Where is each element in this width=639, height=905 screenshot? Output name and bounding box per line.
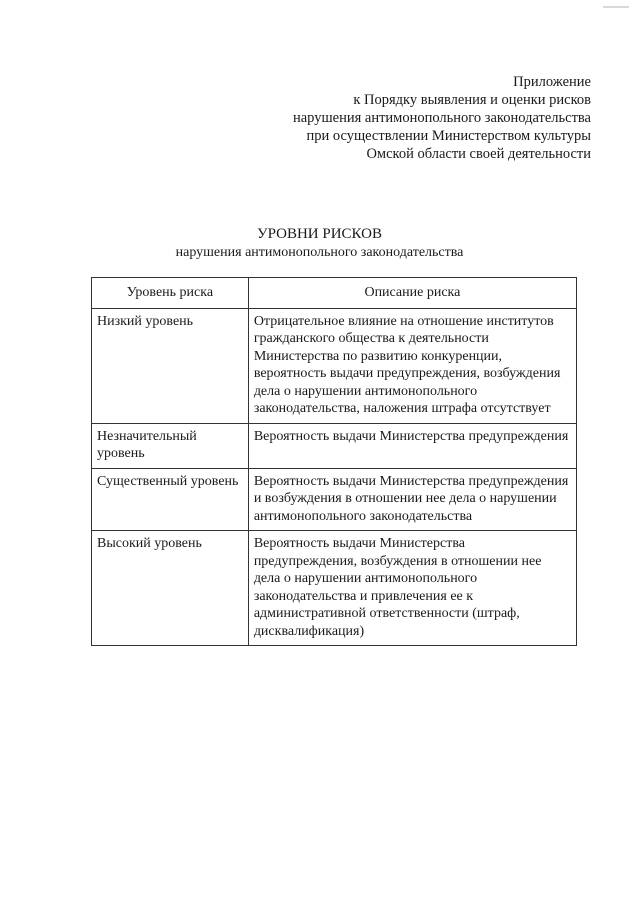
- document-title: УРОВНИ РИСКОВ: [256, 226, 383, 242]
- risk-description-cell: Вероятность выдачи Министерства предупреждения: [248, 423, 576, 468]
- risk-level-cell: Незначительный уровень: [92, 423, 249, 468]
- risk-description-cell: Вероятность выдачи Министерства предупреждения, возбуждения в отношении нее дела о нарушении антимонопольного законодательства и привлечения ее к административной ответственности (штраф, дисквалификация): [248, 531, 576, 646]
- risk-description-cell: Отрицательное влияние на отношение институтов гражданского общества к деятельности Министерства по развитию конкуренции, вероятность выдачи предупреждения, возбуждения дела о нарушении антимонопольного законодательства, наложения штрафа отсутствует: [248, 308, 576, 423]
- header-risk-description: Описание риска: [248, 278, 576, 309]
- appendix-block: [171, 73, 591, 163]
- appendix-line: нарушения антимонопольного законодательства: [292, 110, 591, 126]
- risk-description-cell: Вероятность выдачи Министерства предупреждения и возбуждения в отношении нее дела о нарушении антимонопольного законодательства: [248, 468, 576, 531]
- risk-level-cell: Высокий уровень: [92, 531, 249, 646]
- appendix-line: при осуществлении Министерством культуры: [306, 128, 591, 144]
- document-subtitle: нарушения антимонопольного законодательства: [175, 245, 464, 260]
- risk-level-cell: Низкий уровень: [92, 308, 249, 423]
- table-row: [92, 468, 577, 531]
- table-header-row: [92, 278, 577, 309]
- header-risk-level: Уровень риска: [92, 278, 249, 309]
- appendix-line: Омской области своей деятельности: [366, 146, 591, 162]
- appendix-line: Приложение: [513, 74, 591, 90]
- table-row: [92, 308, 577, 423]
- risk-level-cell: Существенный уровень: [92, 468, 249, 531]
- scan-artifact: [603, 6, 629, 8]
- risk-levels-table: [91, 277, 577, 646]
- table-row: [92, 423, 577, 468]
- table-row: [92, 531, 577, 646]
- appendix-line: к Порядку выявления и оценки рисков: [353, 92, 591, 108]
